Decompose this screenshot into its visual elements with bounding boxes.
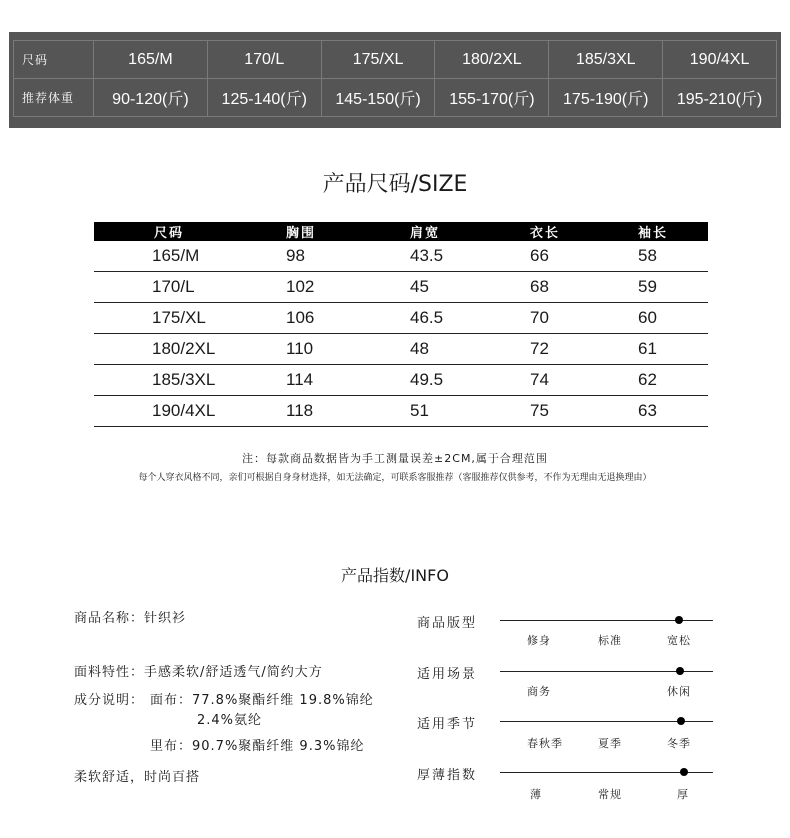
table-row [94,272,708,303]
scale-option: 厚 [677,788,689,801]
cell-shoulder: 45 [410,272,530,303]
scale-marker-occasion [676,667,684,675]
cell-length: 75 [530,396,638,427]
recommend-table-panel [9,32,781,128]
cell-shoulder: 46.5 [410,303,530,334]
size-cell: 185/3XL [549,41,663,79]
cell-sleeve: 61 [638,334,708,365]
composition-label: 成分说明： [74,693,145,708]
weight-cell: 90-120(斤) [94,79,208,117]
weight-cell: 145-150(斤) [321,79,435,117]
cell-chest: 118 [286,396,410,427]
composition-face: 面布：77.8%聚酯纤维 19.8%锦纶 [150,693,374,708]
table-row [94,241,708,272]
scale-option: 休闲 [667,685,691,698]
scale-option: 春秋季 [527,737,563,750]
weight-cell: 155-170(斤) [435,79,549,117]
recommend-weight-row [14,79,777,117]
scale-label-thickness: 厚薄指数 [417,768,478,783]
cell-sleeve: 60 [638,303,708,334]
cell-size: 175/XL [94,303,286,334]
recommend-size-row [14,41,777,79]
cell-sleeve: 59 [638,272,708,303]
size-section-title: 产品尺码/SIZE [322,172,468,197]
size-table-header [94,222,708,241]
cell-length: 72 [530,334,638,365]
scale-label-occasion: 适用场景 [417,667,478,682]
cell-shoulder: 43.5 [410,241,530,272]
header-shoulder: 肩宽 [410,222,530,241]
cell-sleeve: 58 [638,241,708,272]
cell-length: 66 [530,241,638,272]
cell-chest: 110 [286,334,410,365]
header-sleeve: 袖长 [638,222,708,241]
cell-length: 68 [530,272,638,303]
recommend-table [13,40,777,117]
cell-size: 165/M [94,241,286,272]
row-header-size: 尺码 [14,41,94,79]
weight-cell: 175-190(斤) [549,79,663,117]
scale-option: 修身 [527,634,551,647]
row-header-weight: 推荐体重 [14,79,94,117]
cell-shoulder: 48 [410,334,530,365]
scale-marker-fit [675,616,683,624]
cell-chest: 106 [286,303,410,334]
measurement-note: 注：每款商品数据皆为手工测量误差±2CM,属于合理范围 [242,452,548,465]
cell-sleeve: 63 [638,396,708,427]
composition-face-2: 2.4%氨纶 [197,713,263,728]
cell-shoulder: 49.5 [410,365,530,396]
scale-marker-season [677,717,685,725]
fabric-feature: 面料特性：手感柔软/舒适透气/简约大方 [74,665,323,680]
scale-option: 宽松 [667,634,691,647]
slogan: 柔软舒适，时尚百搭 [74,770,201,785]
cell-shoulder: 51 [410,396,530,427]
table-row [94,365,708,396]
table-row [94,334,708,365]
cell-chest: 98 [286,241,410,272]
scale-option: 冬季 [667,737,691,750]
weight-cell: 195-210(斤) [663,79,777,117]
scale-option: 商务 [527,685,551,698]
cell-chest: 114 [286,365,410,396]
header-chest: 胸围 [286,222,410,241]
cell-size: 180/2XL [94,334,286,365]
scale-option: 薄 [530,788,542,801]
size-table [94,222,708,427]
cell-size: 190/4XL [94,396,286,427]
weight-cell: 125-140(斤) [207,79,321,117]
size-cell: 180/2XL [435,41,549,79]
scale-marker-thickness [680,768,688,776]
cell-length: 70 [530,303,638,334]
info-section-title: 产品指数/INFO [341,566,449,585]
size-cell: 165/M [94,41,208,79]
cell-size: 170/L [94,272,286,303]
header-length: 衣长 [530,222,638,241]
cell-sleeve: 62 [638,365,708,396]
scale-option: 常规 [598,788,622,801]
composition-lining: 里布：90.7%聚酯纤维 9.3%锦纶 [150,739,365,754]
selection-note: 每个人穿衣风格不同，亲们可根据自身身材选择，如无法确定，可联系客服推荐（客服推荐仅供参考，不作为无理由无退换理由） [138,473,652,483]
size-cell: 170/L [207,41,321,79]
scale-option: 夏季 [598,737,622,750]
scale-label-fit: 商品版型 [417,616,478,631]
size-cell: 175/XL [321,41,435,79]
scale-option: 标准 [598,634,622,647]
cell-length: 74 [530,365,638,396]
scale-label-season: 适用季节 [417,717,478,732]
table-row [94,303,708,334]
size-cell: 190/4XL [663,41,777,79]
cell-chest: 102 [286,272,410,303]
table-row [94,396,708,427]
product-name: 商品名称：针织衫 [74,611,187,626]
header-size: 尺码 [94,222,286,241]
cell-size: 185/3XL [94,365,286,396]
